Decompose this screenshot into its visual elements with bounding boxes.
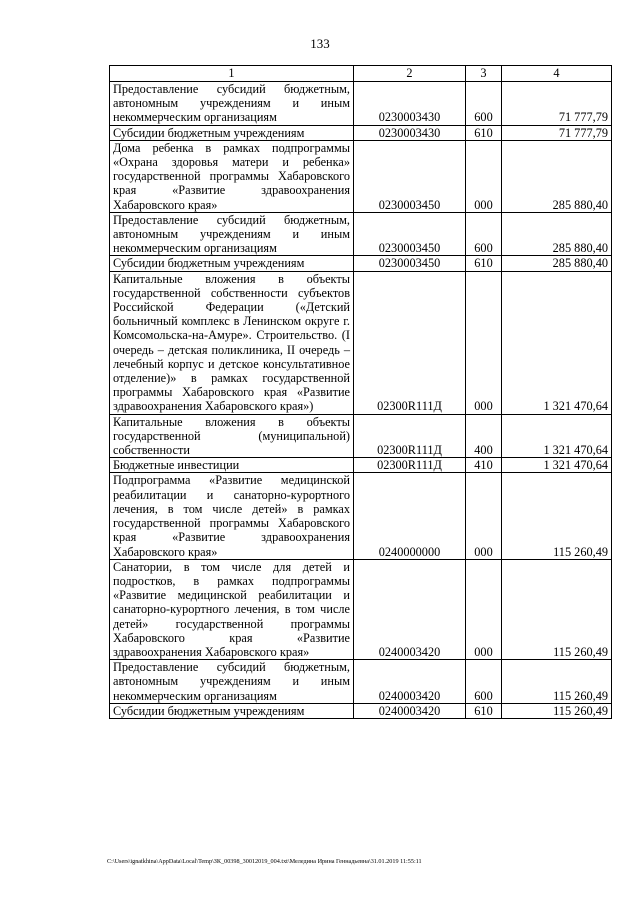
page-number: 133 — [310, 36, 330, 51]
row-name-cell: Бюджетные инвестиции — [110, 458, 354, 473]
table-row — [110, 271, 612, 414]
row-code-cell: 0230003450 — [354, 140, 466, 212]
row-sum-cell: 115 260,49 — [502, 703, 612, 718]
row-code-cell: 0230003450 — [354, 256, 466, 271]
table-row — [110, 703, 612, 718]
table-row — [110, 660, 612, 704]
row-name-cell: Дома ребенка в рамках подпрограммы «Охрана здоровья матери и ребенка» государственной программы Хабаровского края «Развитие здравоохранения Хабаровского края» — [110, 140, 354, 212]
row-code-cell: 0240003420 — [354, 559, 466, 659]
row-vr-cell: 610 — [466, 125, 502, 140]
table-row — [110, 82, 612, 126]
header-row — [110, 66, 612, 82]
row-sum-cell: 115 260,49 — [502, 473, 612, 559]
row-name-cell: Субсидии бюджетным учреждениям — [110, 125, 354, 140]
row-sum-cell: 1 321 470,64 — [502, 458, 612, 473]
column-header-name: 1 — [110, 66, 354, 82]
row-vr-cell: 600 — [466, 82, 502, 126]
row-code-cell: 02300R111Д — [354, 458, 466, 473]
table-row — [110, 256, 612, 271]
row-sum-cell: 71 777,79 — [502, 125, 612, 140]
table-row — [110, 473, 612, 559]
row-name-cell: Капитальные вложения в объекты государственной собственности субъектов Российской Федерации («Детский больничный комплекс в Ленинском округе г. Комсомольска-на-Амуре». Строительство. (I очередь – детская поликлиника, II очередь – лечебный корпус и детское консультативное отделение)» в рамках государственной программы Хабаровского края «Развитие здравоохранения Хабаровского края») — [110, 271, 354, 414]
column-header-vr: 3 — [466, 66, 502, 82]
row-vr-cell: 600 — [466, 660, 502, 704]
row-sum-cell: 71 777,79 — [502, 82, 612, 126]
row-vr-cell: 000 — [466, 140, 502, 212]
row-name-cell: Капитальные вложения в объекты государственной (муниципальной) собственности — [110, 414, 354, 458]
row-name-cell: Предоставление субсидий бюджетным, автономным учреждениям и иным некоммерческим организациям — [110, 212, 354, 256]
table-row — [110, 414, 612, 458]
column-header-sum: 4 — [502, 66, 612, 82]
row-name-cell: Предоставление субсидий бюджетным, автономным учреждениям и иным некоммерческим организациям — [110, 82, 354, 126]
row-vr-cell: 600 — [466, 212, 502, 256]
row-name-cell: Предоставление субсидий бюджетным, автономным учреждениям и иным некоммерческим организациям — [110, 660, 354, 704]
row-code-cell: 0230003430 — [354, 82, 466, 126]
row-sum-cell: 1 321 470,64 — [502, 414, 612, 458]
row-sum-cell: 1 321 470,64 — [502, 271, 612, 414]
table-row — [110, 559, 612, 659]
row-name-cell: Субсидии бюджетным учреждениям — [110, 256, 354, 271]
row-code-cell: 0240000000 — [354, 473, 466, 559]
column-header-code: 2 — [354, 66, 466, 82]
row-code-cell: 02300R111Д — [354, 414, 466, 458]
row-vr-cell: 400 — [466, 414, 502, 458]
row-code-cell: 02300R111Д — [354, 271, 466, 414]
row-sum-cell: 115 260,49 — [502, 660, 612, 704]
row-name-cell: Подпрограмма «Развитие медицинской реабилитации и санаторно-курортного лечения, в том числе детей» в рамках государственной программы Хабаровского края «Развитие здравоохранения Хабаровского края» — [110, 473, 354, 559]
row-vr-cell: 610 — [466, 703, 502, 718]
table-row — [110, 125, 612, 140]
table-row — [110, 212, 612, 256]
row-vr-cell: 410 — [466, 458, 502, 473]
row-name-cell: Санатории, в том числе для детей и подростков, в рамках подпрограммы «Развитие медицинской реабилитации и санаторно-курортного лечения, в том числе детей» государственной программы Хабаровского края «Развитие здравоохранения Хабаровского края» — [110, 559, 354, 659]
row-sum-cell: 285 880,40 — [502, 212, 612, 256]
budget-table — [109, 65, 612, 719]
row-sum-cell: 285 880,40 — [502, 256, 612, 271]
row-code-cell: 0230003450 — [354, 212, 466, 256]
row-code-cell: 0240003420 — [354, 703, 466, 718]
row-sum-cell: 115 260,49 — [502, 559, 612, 659]
row-code-cell: 0230003430 — [354, 125, 466, 140]
file-path-footer: C:\Users\ignatkhina\AppData\Local\Temp\ЗК_00398_30012019_004.txt\Меледина Ирина Геннадьевна\31.01.2019 11:55:11 — [107, 858, 422, 865]
row-vr-cell: 000 — [466, 559, 502, 659]
row-name-cell: Субсидии бюджетным учреждениям — [110, 703, 354, 718]
row-vr-cell: 000 — [466, 473, 502, 559]
row-vr-cell: 000 — [466, 271, 502, 414]
table-row — [110, 140, 612, 212]
row-sum-cell: 285 880,40 — [502, 140, 612, 212]
row-vr-cell: 610 — [466, 256, 502, 271]
row-code-cell: 0240003420 — [354, 660, 466, 704]
table-row — [110, 458, 612, 473]
